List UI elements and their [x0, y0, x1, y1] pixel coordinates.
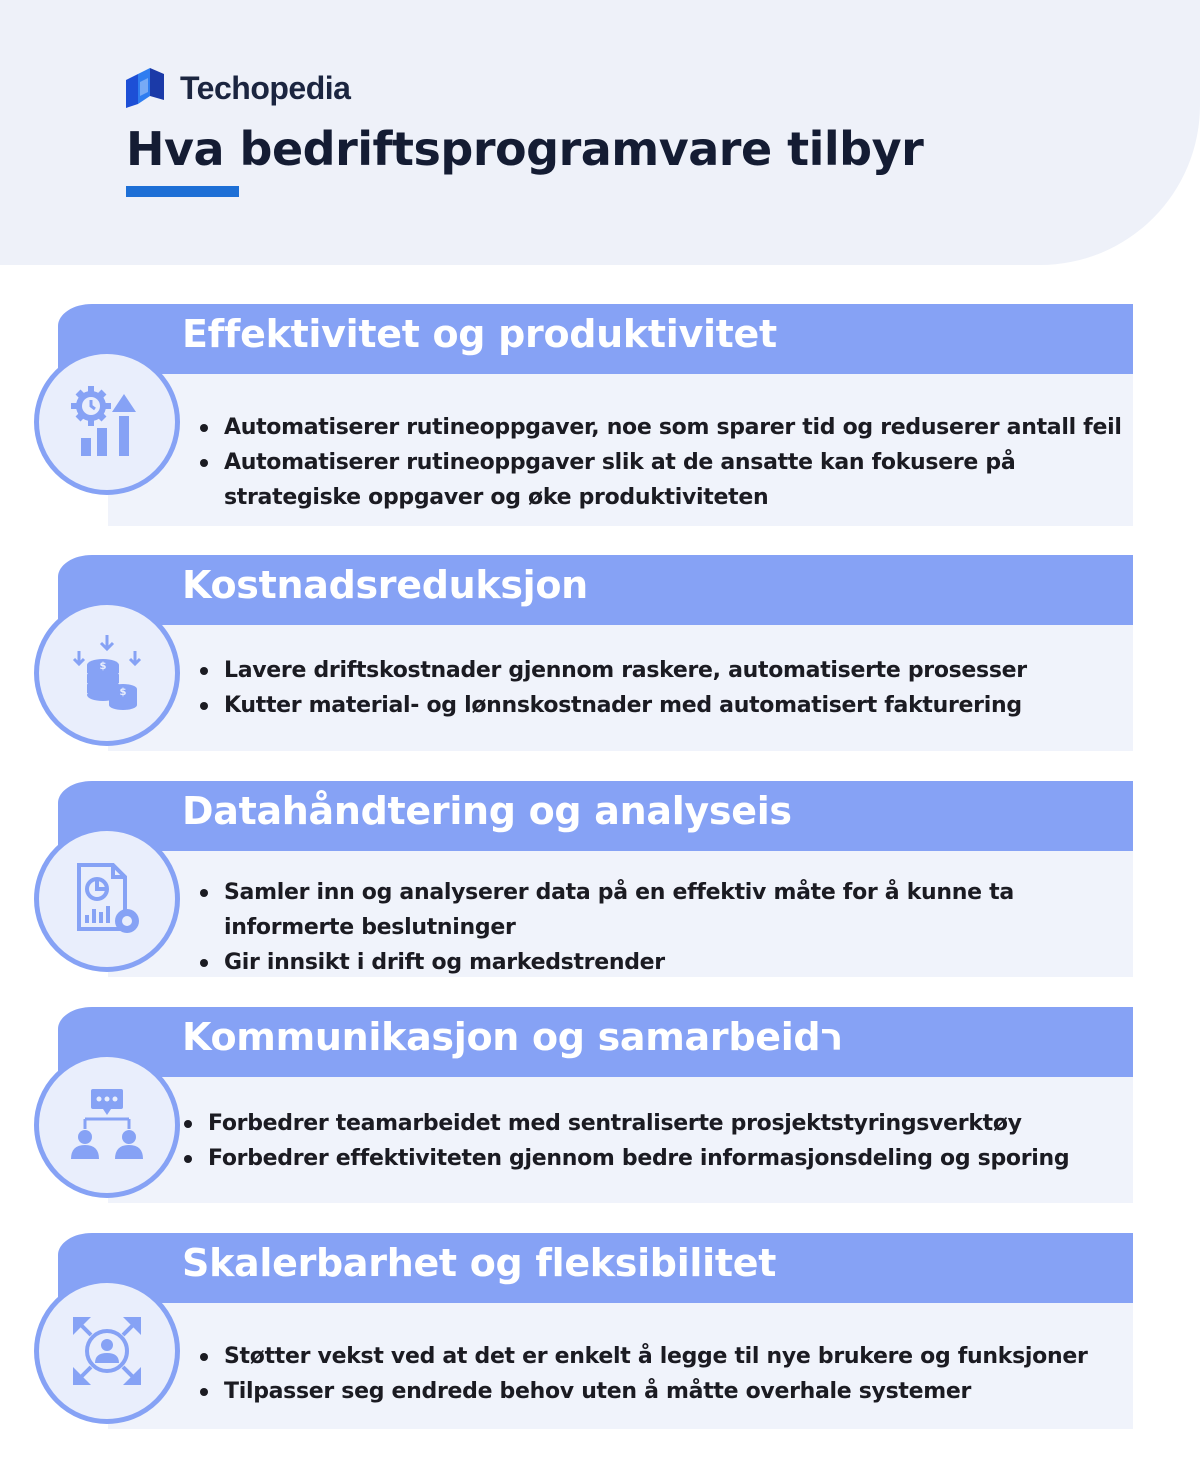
expand-user-icon — [65, 1309, 149, 1393]
bullet-list — [198, 875, 1014, 980]
section-icon-circle — [34, 1052, 180, 1198]
brand-logo — [124, 66, 350, 110]
list-item: Automatiserer rutineoppgaver slik at de ansatte kan fokusere på — [198, 445, 1122, 480]
bullet-list — [198, 410, 1122, 515]
list-item-continued: strategiske oppgaver og øke produktiviteten — [224, 485, 769, 510]
list-item-continued: informerte beslutninger — [224, 915, 516, 940]
data-report-icon — [65, 857, 149, 941]
page-title: Hva bedriftsprogramvare tilbyr — [126, 122, 924, 176]
coins-icon — [65, 631, 149, 715]
section-title: Kommunikasjon og samarbeidר — [182, 1015, 843, 1059]
section-icon-circle — [34, 1278, 180, 1424]
svg-text:$: $ — [119, 687, 127, 698]
gear-growth-icon — [65, 380, 149, 464]
section-icon-circle — [34, 349, 180, 495]
list-item: Forbedrer effektiviteten gjennom bedre informasjonsdeling og sporing — [182, 1141, 1069, 1176]
section-title: Kostnadsreduksjon — [182, 563, 588, 607]
list-item: Samler inn og analyserer data på en effektiv måte for å kunne ta — [198, 875, 1014, 910]
bullet-list — [198, 1339, 1088, 1409]
bullet-list — [198, 653, 1027, 723]
list-item: Tilpasser seg endrede behov uten å måtte overhale systemer — [198, 1374, 1088, 1409]
bullet-list — [182, 1106, 1069, 1176]
section-icon-circle — [34, 826, 180, 972]
section-title: Effektivitet og produktivitet — [182, 312, 777, 356]
list-item: Kutter material- og lønnskostnader med automatisert fakturering — [198, 688, 1027, 723]
section-title: Datahåndtering og analyseis — [182, 789, 792, 833]
team-chat-icon — [65, 1083, 149, 1167]
list-item: Automatiserer rutineoppgaver, noe som sparer tid og reduserer antall feil — [198, 410, 1122, 445]
brand-name: Techopedia — [180, 69, 351, 106]
section-icon-circle — [34, 600, 180, 746]
title-underline — [126, 186, 239, 197]
list-item: Forbedrer teamarbeidet med sentraliserte prosjektstyringsverktøy — [182, 1106, 1069, 1141]
section-title: Skalerbarhet og fleksibilitet — [182, 1241, 777, 1285]
list-item: Støtter vekst ved at det er enkelt å legge til nye brukere og funksjoner — [198, 1339, 1088, 1374]
svg-text:$: $ — [99, 661, 107, 672]
techopedia-logo-icon — [124, 66, 166, 110]
list-item: Gir innsikt i drift og markedstrender — [198, 945, 1014, 980]
list-item: Lavere driftskostnader gjennom raskere, automatiserte prosesser — [198, 653, 1027, 688]
